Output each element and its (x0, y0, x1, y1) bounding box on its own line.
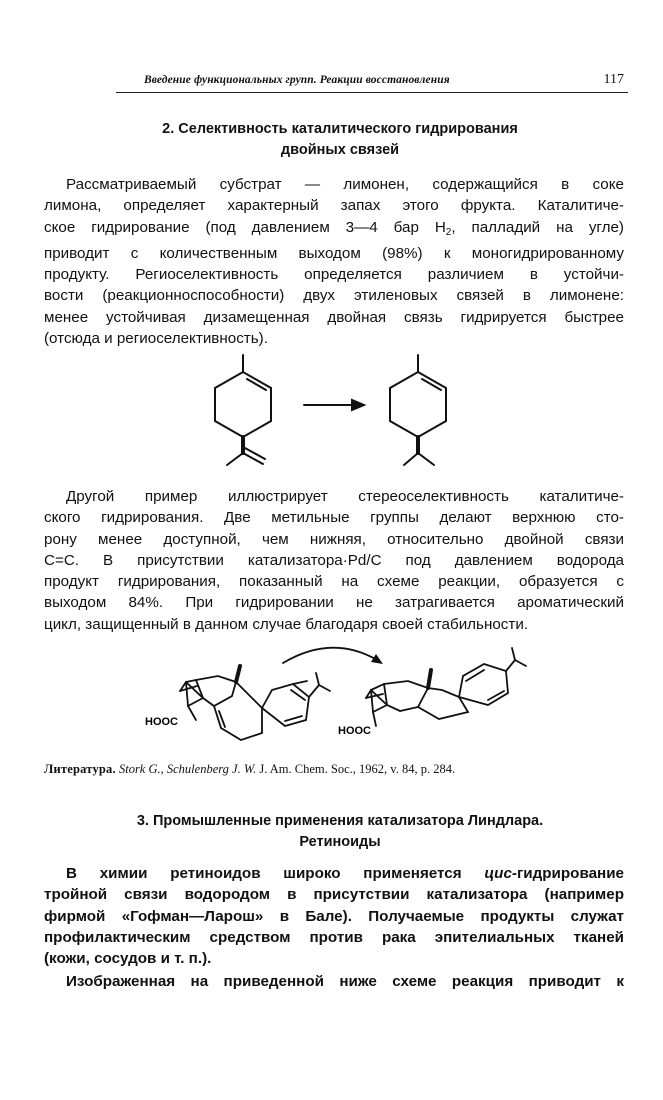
paragraph-line: (кожи, сосудов и т. п.). (44, 950, 212, 968)
paragraph-limonene (44, 174, 624, 349)
paragraph-line: выходом 84%. При гидрировании не затрагивается ароматический (44, 594, 624, 612)
reaction-arrow (304, 400, 364, 410)
paragraph-line: Другой пример иллюстрирует стереоселективность каталитиче- (66, 488, 624, 505)
section-3-heading-line-1: 3. Промышленные применения катализатора Линдлара. (136, 813, 544, 829)
running-head (116, 70, 628, 93)
text-fragment: В химии ретиноидов широко применяется (66, 865, 485, 882)
subscript: 2 (445, 226, 452, 238)
section-3-heading-line-2: Ретиноиды (299, 834, 381, 850)
starting-material-structure (180, 666, 330, 740)
paragraph-line: вости (реакционноспособности) двух этиленовых связей в лимонене: (44, 287, 624, 305)
text-fragment: ское гидрирование (под давлением 3—4 бар H (44, 218, 446, 236)
hooc-label-start: HOOC (145, 716, 178, 728)
reference-authors: Stork G., Schulenberg J. W. (118, 762, 257, 776)
reference-journal: J. Am. Chem. Soc., 1962, v. 84, p. 284. (259, 762, 456, 776)
paragraph-line: фирмой «Гофман—Ларош» в Бале). Получаемые продукты служат (44, 907, 624, 925)
paragraph-line: менее устойчивая дизамещенная двойная связь гидрируется быстрее (44, 308, 624, 326)
paragraph-retinoids (44, 863, 624, 969)
hydrogenated-product-structure (390, 355, 446, 465)
section-2-heading-line-1: 2. Селективность каталитического гидрирования (162, 121, 518, 137)
paragraph-line: тройной связи водородом в присутствии катализатора (например (44, 886, 624, 904)
paragraph-line: продукт гидрирования, показанный на схеме реакции, образуется с (44, 573, 624, 591)
paragraph-line: ского гидрирования. Две метильные группы делают верхнюю сто- (44, 509, 624, 527)
paragraph-line: профилактическим средством против рака эпителиальных тканей (44, 928, 624, 946)
section-2-heading-line-2: двойных связей (280, 142, 400, 158)
paragraph-stereoselectivity (44, 486, 624, 635)
paragraph-line: Рассматриваемый субстрат — лимонен, содержащийся в соке (66, 176, 624, 193)
text-fragment: , палладий на угле) (451, 218, 624, 236)
text-fragment: -гидрирование (511, 865, 624, 882)
running-title: Введение функциональных групп. Реакции восстановления (144, 74, 450, 86)
paragraph-line (44, 863, 624, 884)
paragraph-line: продукту. Региоселективность определяется различием в устойчи- (44, 266, 624, 284)
curved-arrow (283, 648, 377, 663)
paragraph-line: рону менее доступной, чем нижняя, относительно двойной связи (44, 530, 624, 548)
italic-fragment: цис (484, 865, 512, 882)
reference (44, 762, 624, 777)
curved-arrow-head (371, 654, 383, 664)
paragraph-line (44, 217, 624, 243)
paragraph-line: приводит с количественным выходом (98%) к моногидрированному (44, 244, 624, 262)
section-2-heading (60, 119, 620, 161)
paragraph-line: (отсюда и региоселективность). (44, 330, 268, 348)
reference-label: Литература. (44, 762, 116, 776)
paragraph-line: C=C. В присутствии катализатора·Pd/C под давлением водорода (44, 551, 624, 569)
page-number: 117 (603, 72, 624, 87)
paragraph-line: лимона, определяет характерный запах этого фрукта. Каталитиче- (44, 197, 624, 215)
product-structure (366, 648, 526, 726)
paragraph-scheme-intro (44, 971, 624, 992)
hooc-label-product: HOOC (338, 725, 371, 737)
limonene-structure (215, 355, 271, 465)
paragraph-line: цикл, защищенный в данном случае благодаря своей стабильности. (44, 615, 529, 633)
paragraph-line: Изображенная на приведенной ниже схеме реакция приводит к (66, 973, 624, 990)
section-3-heading (60, 811, 620, 853)
